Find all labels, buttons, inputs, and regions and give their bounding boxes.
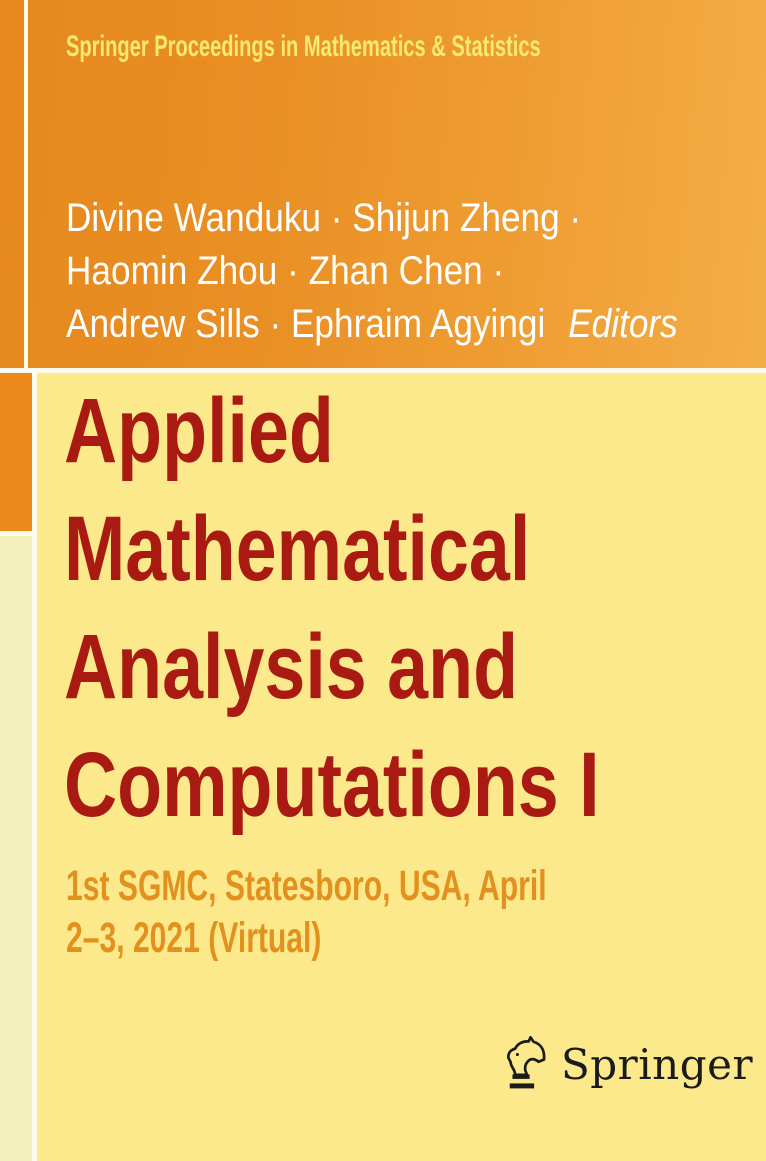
vertical-rule-lower (32, 368, 37, 1161)
series-title: Springer Proceedings in Mathematics & Statistics (66, 30, 541, 63)
book-subtitle (66, 860, 547, 964)
editors-block (66, 192, 678, 351)
subtitle-line-1: 1st SGMC, Statesboro, USA, April (66, 862, 547, 910)
springer-horse-icon (504, 1036, 548, 1092)
left-margin-strip (0, 536, 32, 1161)
editors-line-3 (66, 298, 678, 351)
book-title (64, 372, 600, 844)
title-line-3: Analysis and (64, 616, 519, 718)
subtitle-line-2: 2–3, 2021 (Virtual) (66, 914, 322, 962)
publisher-name: Springer (561, 1039, 754, 1089)
publisher-logo (504, 1036, 753, 1092)
editors-role-label: Editors (568, 302, 678, 346)
title-line-1: Applied (64, 380, 334, 482)
vertical-rule-top (24, 0, 28, 368)
title-line-2: Mathematical (64, 498, 531, 600)
title-line-4: Computations I (64, 734, 600, 836)
editors-names: Andrew Sills · Ephraim Agyingi (66, 302, 546, 346)
accent-square (0, 373, 32, 531)
editors-line-2: Haomin Zhou · Zhan Chen · (66, 249, 505, 293)
editors-line-1: Divine Wanduku · Shijun Zheng · (66, 196, 582, 240)
